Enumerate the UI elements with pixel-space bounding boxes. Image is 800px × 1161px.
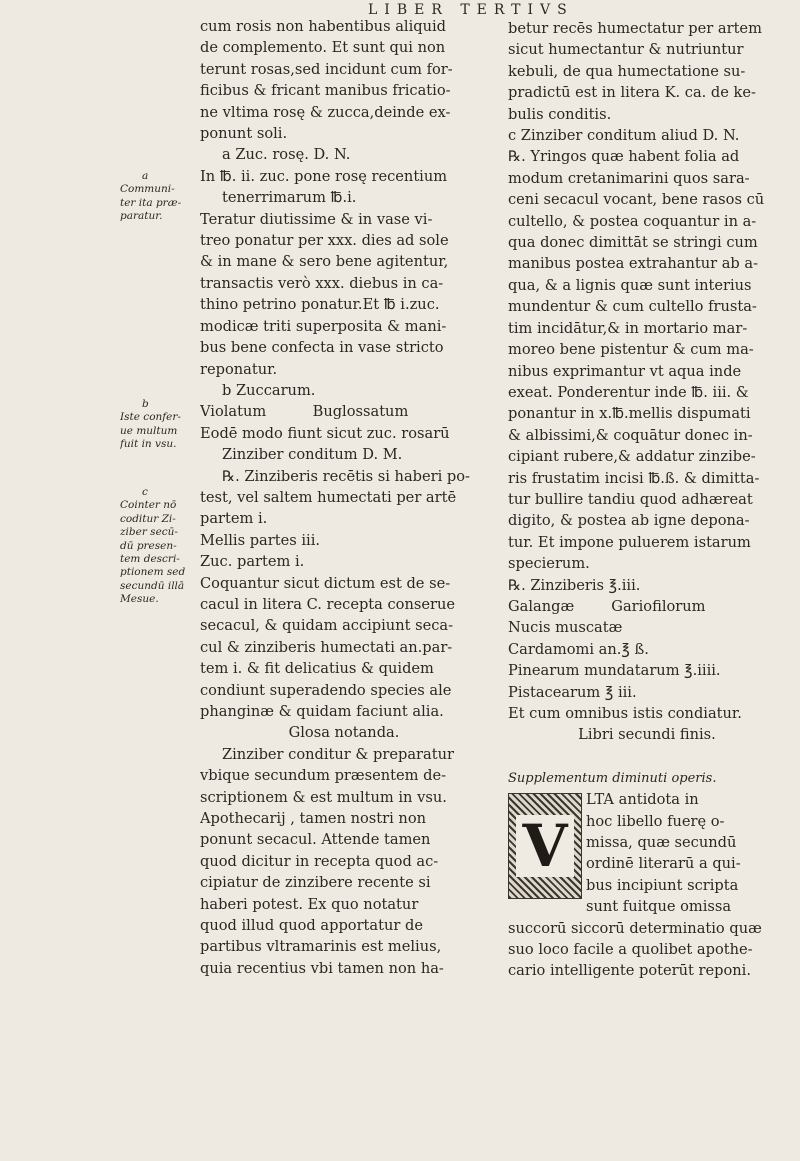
- recipe-heading: c Zinziber conditum aliud D. N.: [508, 127, 740, 145]
- text-line: ceni secacul vocant, bene rasos cū: [508, 191, 765, 209]
- margin-note-c: [120, 486, 200, 607]
- text-line: succorū siccorū determinatio quæ: [508, 919, 762, 937]
- text-line: bulis conditis.: [508, 105, 612, 123]
- margin-note-letter: b: [142, 398, 149, 410]
- margin-note-letter: c: [142, 486, 148, 498]
- book-end-line: Libri secundi finis.: [578, 726, 716, 744]
- margin-note-line: secundū illā: [120, 579, 185, 592]
- text-line: & albissimi,& coquātur donec in-: [508, 426, 753, 444]
- text-line: secacul, & quidam accipiunt seca-: [200, 617, 454, 635]
- margin-note-letter: a: [142, 170, 149, 182]
- text-line: manibus postea extrahantur ab a-: [508, 255, 759, 273]
- text-line: vbique secundum præsentem de-: [200, 767, 447, 785]
- text-line: quia recentius vbi tamen non ha-: [200, 959, 444, 977]
- text-line: quod illud quod apportatur de: [200, 917, 423, 935]
- margin-note-line: paratur.: [120, 210, 163, 223]
- text-line: tur. Et impone puluerem istarum: [508, 533, 751, 551]
- text-line: cipiant rubere,& addatur zinzibe-: [508, 448, 756, 466]
- margin-note-line: Cointer nō: [120, 499, 177, 512]
- text-line: scriptionem & est multum in vsu.: [200, 788, 447, 806]
- text-line: tem i. & fit delicatius & quidem: [200, 660, 434, 678]
- text-line: In ℔. ii. zuc. pone rosę recentium: [200, 167, 448, 185]
- text-line: ne vltima rosę & zucca,deinde ex-: [200, 103, 451, 121]
- text-line: partem i.: [200, 510, 268, 528]
- margin-note-line: tem descri-: [120, 553, 180, 566]
- ingredient-line: Pistacearum ℥ iii.: [508, 683, 637, 701]
- text-line: nibus exprimantur vt aqua inde: [508, 362, 742, 380]
- ingredient-line: Cardamomi an.℥ ß.: [508, 640, 649, 658]
- text-line: ℞. Yringos quæ habent folia ad: [508, 148, 740, 166]
- ingredient-line: Nucis muscatæ: [508, 619, 623, 637]
- supplement-title: Supplementum diminuti operis.: [508, 770, 717, 786]
- text-line: suo loco facile a quolibet apothe-: [508, 941, 753, 959]
- text-line: thino petrino ponatur.Et ℔ i.zuc.: [200, 296, 440, 314]
- initial-letter: V: [516, 815, 573, 877]
- text-line: cario intelligente poterūt reponi.: [508, 962, 751, 980]
- text-line: qua, & a lignis quæ sunt interius: [508, 276, 752, 294]
- text-line: bus bene confecta in vase stricto: [200, 339, 444, 357]
- margin-note-line: ptionem sed: [120, 566, 186, 579]
- text-line: Teratur diutissime & in vase vi-: [200, 210, 433, 228]
- text-line: Et cum omnibus istis condiatur.: [508, 705, 742, 722]
- text-line: ordinē literarū a qui-: [586, 855, 741, 873]
- text-line: exeat. Ponderentur inde ℔. iii. &: [508, 383, 749, 401]
- text-line: ℞. Zinziberis recētis si haberi po-: [222, 467, 470, 485]
- margin-note-line: Communi-: [120, 183, 175, 196]
- text-line: sicut humectantur & nutriuntur: [508, 41, 744, 59]
- margin-note-line: ter ita præ-: [120, 196, 182, 209]
- text-line: reponatur.: [200, 360, 278, 378]
- text-line: Mellis partes iii.: [200, 531, 320, 549]
- text-line: kebuli, de qua humectatione su-: [508, 62, 746, 80]
- text-line: test, vel saltem humectati per artē: [200, 488, 457, 506]
- text-line: modicæ triti superposita & mani-: [200, 317, 447, 335]
- text-line: cacul in litera C. recepta conserue: [200, 595, 455, 613]
- left-column: [200, 16, 488, 979]
- decorated-initial: [508, 793, 582, 899]
- text-line: specierum.: [508, 555, 590, 573]
- text-line: de complemento. Et sunt qui non: [200, 39, 446, 57]
- ingredient-line: Galangæ Gariofilorum: [508, 597, 706, 615]
- text-line: qua donec dimittāt se stringi cum: [508, 234, 758, 252]
- text-line: condiunt superadendo species ale: [200, 681, 452, 699]
- margin-note-line: ziber secū-: [120, 526, 178, 539]
- text-line: hoc libello fuerę o-: [586, 812, 725, 830]
- supplement-block: [508, 789, 786, 917]
- recipe-heading: a Zuc. rosę. D. N.: [222, 146, 351, 164]
- text-line: tur bullire tandiu quod adhæreat: [508, 490, 753, 508]
- text-line: Zinziber conditur & preparatur: [222, 745, 454, 763]
- margin-note-b: [120, 398, 200, 452]
- text-line: tenerrimarum ℔.i.: [222, 189, 357, 207]
- text-line: pradictū est in litera K. ca. de ke-: [508, 84, 756, 102]
- text-line: sunt fuitque omissa: [586, 898, 732, 916]
- text-line: cul & zinziberis humectati an.par-: [200, 638, 453, 656]
- text-line: mundentur & cum cultello frusta-: [508, 298, 757, 316]
- margin-note-line: dū presen-: [120, 539, 177, 552]
- ingredient-line: Pinearum mundatarum ℥.iiii.: [508, 662, 721, 680]
- text-line: tim incidātur,& in mortario mar-: [508, 319, 748, 337]
- text-line: modum cretanimarini quos sara-: [508, 169, 750, 187]
- running-header: LIBER TERTIVS: [368, 2, 574, 18]
- text-line: Coquantur sicut dictum est de se-: [200, 574, 451, 592]
- text-line: missa, quæ secundū: [586, 834, 737, 852]
- text-line: digito, & postea ab igne depona-: [508, 512, 750, 530]
- text-line: ponunt soli.: [200, 125, 288, 143]
- text-line: moreo bene pistentur & cum ma-: [508, 341, 754, 359]
- text-line: betur recēs humectatur per artem: [508, 20, 762, 37]
- text-line: terunt rosas,sed incidunt cum for-: [200, 60, 453, 78]
- text-line: cipiatur de zinzibere recente si: [200, 874, 431, 892]
- text-line: ponantur in x.℔.mellis dispumati: [508, 405, 751, 423]
- text-line: cum rosis non habentibus aliquid: [200, 18, 446, 35]
- margin-note-line: Mesue.: [120, 593, 159, 606]
- recipe-heading: b Zuccarum.: [222, 381, 316, 399]
- margin-note-line: ue multum: [120, 424, 178, 437]
- text-line: transactis verò xxx. diebus in ca-: [200, 274, 444, 292]
- text-line: & in mane & sero bene agitentur,: [200, 253, 449, 271]
- margin-note-line: coditur Zi-: [120, 512, 176, 525]
- margin-note-line: fuit in vsu.: [120, 438, 177, 451]
- gloss-heading: Glosa notanda.: [288, 724, 400, 742]
- text-line: quod dicitur in recepta quod ac-: [200, 852, 439, 870]
- right-column: [508, 18, 786, 982]
- ingredient-line: ℞. Zinziberis ℥.iii.: [508, 576, 641, 594]
- text-line: Zuc. partem i.: [200, 553, 305, 571]
- text-line: phanginæ & quidam faciunt alia.: [200, 703, 444, 720]
- text-line: ponunt secacul. Attende tamen: [200, 831, 431, 849]
- recipe-heading: Zinziber conditum D. M.: [222, 446, 403, 464]
- text-line: partibus vltramarinis est melius,: [200, 938, 442, 956]
- text-line: Apothecarij , tamen nostri non: [200, 810, 427, 828]
- text-line: Eodē modo fiunt sicut zuc. rosarū: [200, 424, 450, 442]
- text-line: haberi potest. Ex quo notatur: [200, 895, 419, 913]
- text-line: Violatum Buglossatum: [200, 403, 409, 421]
- text-line: treo ponatur per xxx. dies ad sole: [200, 232, 449, 250]
- margin-note-a: [120, 170, 200, 224]
- margin-note-line: Iste confer-: [120, 411, 181, 424]
- text-line: LTA antidota in: [586, 791, 699, 809]
- text-line: ris frustatim incisi ℔.ß. & dimitta-: [508, 469, 760, 487]
- text-line: cultello, & postea coquantur in a-: [508, 212, 757, 230]
- text-line: bus incipiunt scripta: [586, 876, 739, 894]
- text-line: ficibus & fricant manibus fricatio-: [200, 82, 451, 100]
